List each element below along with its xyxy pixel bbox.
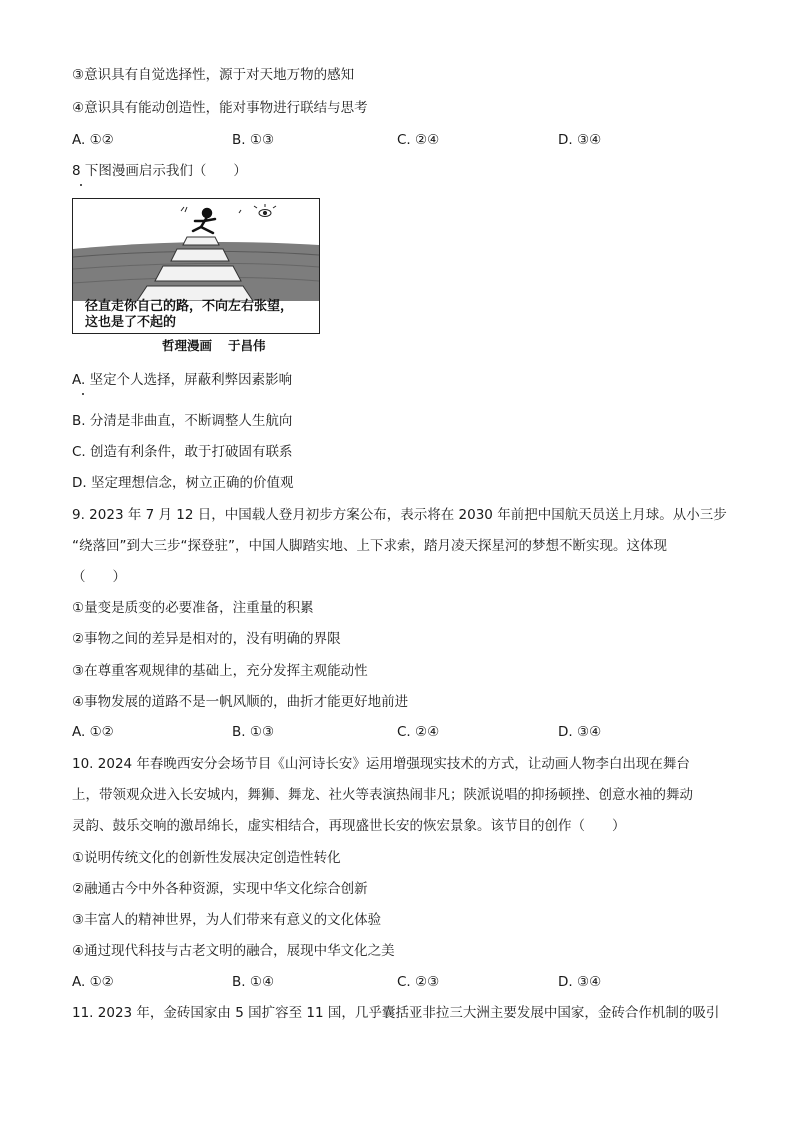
q7-option-c: C. ②④ xyxy=(397,132,440,148)
q10-stem-line-3: 灵韵、鼓乐交响的激昂绵长，虚实相结合，再现盛世长安的恢宏景象。该节目的创作（ ） xyxy=(72,818,626,834)
q9-stem-line-3: （ ） xyxy=(72,569,126,585)
q9-option-b: B. ①③ xyxy=(232,724,275,740)
q10-option-a: A. ①② xyxy=(72,974,114,990)
comic-caption xyxy=(85,299,293,331)
comic-caption-line-1: 径直走你自己的路，不向左右张望， xyxy=(85,299,294,314)
q7-item-4: ④意识具有能动创造性，能对事物进行联结与思考 xyxy=(72,100,368,116)
q9-option-d: D. ③④ xyxy=(558,724,602,740)
comic-author: 于昌伟 xyxy=(228,338,266,353)
comic-title xyxy=(162,336,282,354)
q8-stem: 8 下图漫画启示我们（ ） xyxy=(72,163,247,179)
q7-option-a: A. ①② xyxy=(72,132,114,148)
q9-option-a: A. ①② xyxy=(72,724,114,740)
q10-stem-line-1: 10. 2024 年春晚西安分会场节目《山河诗长安》运用增强现实技术的方式，让动画人物李白出现在舞台 xyxy=(72,756,690,772)
q8-option-a: A. 坚定个人选择，屏蔽利弊因素影响 xyxy=(72,372,293,388)
q9-item-2: ②事物之间的差异是相对的，没有明确的界限 xyxy=(72,631,341,647)
motion-marks xyxy=(181,207,187,212)
comic-caption-line-2: 这也是了不起的 xyxy=(85,315,177,330)
q7-item-3: ③意识具有自觉选择性，源于对天地万物的感知 xyxy=(72,67,355,83)
q8-option-d: D. 坚定理想信念，树立正确的价值观 xyxy=(72,475,294,491)
comic-image xyxy=(72,198,320,334)
sun-icon xyxy=(254,204,276,217)
stray-dot xyxy=(80,184,82,186)
q9-stem-line-2: “绕落回”到大三步“探登驻”，中国人脚踏实地、上下求索，踏月凌天探星河的梦想不断实现。这体现 xyxy=(72,538,667,554)
q7-option-d: D. ③④ xyxy=(558,132,602,148)
q10-option-b: B. ①④ xyxy=(232,974,275,990)
q8-option-b: B. 分清是非曲直，不断调整人生航向 xyxy=(72,413,293,429)
comic-title-label: 哲理漫画 xyxy=(162,338,213,353)
q10-stem-line-2: 上，带领观众进入长安城内，舞狮、舞龙、社火等表演热闹非凡；陕派说唱的抑扬顿挫、创意水袖的舞动 xyxy=(72,787,693,803)
q9-stem-line-1: 9. 2023 年 7 月 12 日，中国载人登月初步方案公布，表示将在 2030 年前把中国航天员送上月球。从小三步 xyxy=(72,507,727,523)
q8-option-c: C. 创造有利条件，敢于打破固有联系 xyxy=(72,444,293,460)
q9-option-c: C. ②④ xyxy=(397,724,440,740)
q10-option-c: C. ②③ xyxy=(397,974,440,990)
q10-item-3: ③丰富人的精神世界，为人们带来有意义的文化体验 xyxy=(72,912,382,928)
q7-option-b: B. ①③ xyxy=(232,132,275,148)
q10-item-4: ④通过现代科技与古老文明的融合，展现中华文化之美 xyxy=(72,943,395,959)
q10-option-d: D. ③④ xyxy=(558,974,602,990)
q11-stem-line-1: 11. 2023 年，金砖国家由 5 国扩容至 11 国，几乎囊括亚非拉三大洲主要发展中国家，金砖合作机制的吸引 xyxy=(72,1005,720,1021)
walking-figure xyxy=(193,209,215,233)
q9-item-1: ①量变是质变的必要准备，注重量的积累 xyxy=(72,600,314,616)
q10-item-1: ①说明传统文化的创新性发展决定创造性转化 xyxy=(72,850,341,866)
q9-item-3: ③在尊重客观规律的基础上，充分发挥主观能动性 xyxy=(72,663,368,679)
stray-dot xyxy=(82,393,84,395)
q9-item-4: ④事物发展的道路不是一帆风顺的，曲折才能更好地前进 xyxy=(72,694,409,710)
q10-item-2: ②融通古今中外各种资源，实现中华文化综合创新 xyxy=(72,881,368,897)
